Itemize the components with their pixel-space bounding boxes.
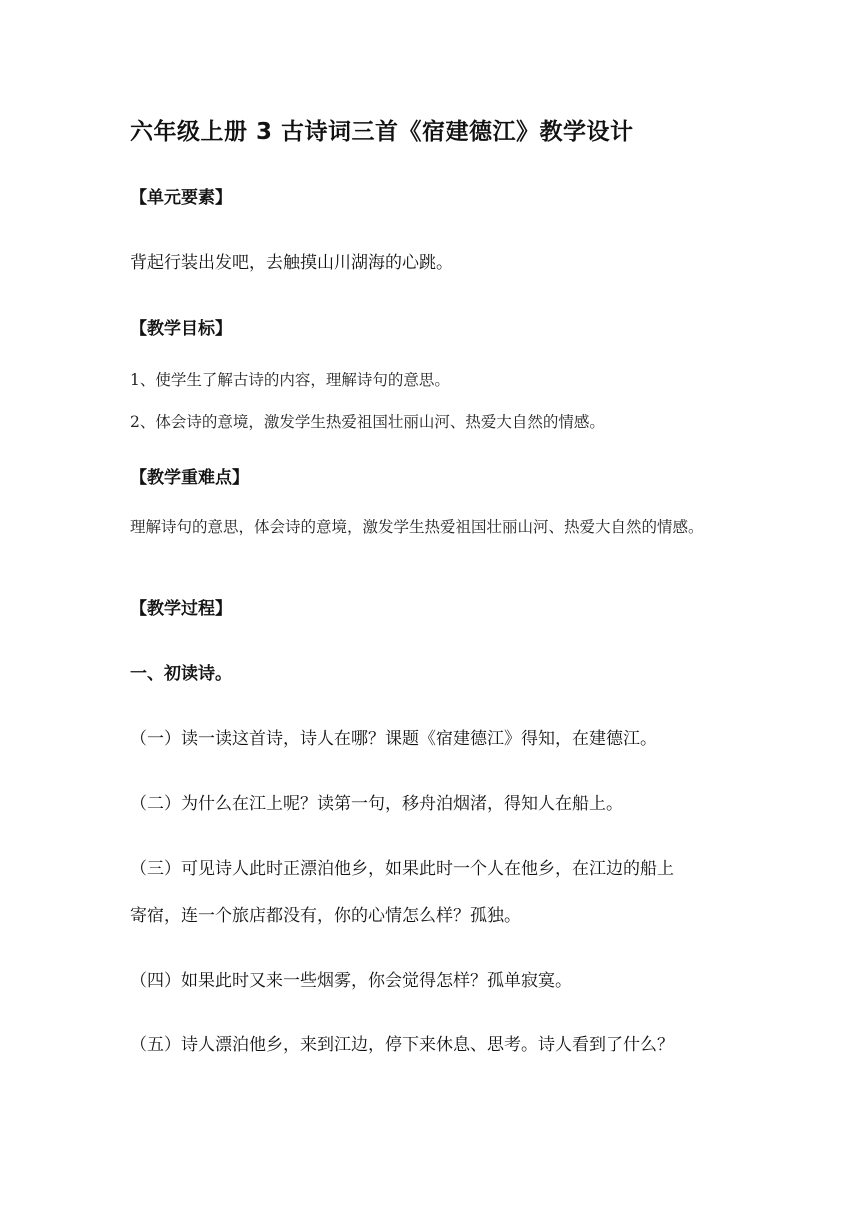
document-title: 六年级上册 3 古诗词三首《宿建德江》教学设计 — [130, 119, 634, 145]
process-item: （二）为什么在江上呢？读第一句，移舟泊烟渚，得知人在船上。 — [130, 794, 623, 814]
process-item: （四）如果此时又来一些烟雾，你会觉得怎样？孤单寂寞。 — [130, 971, 572, 991]
teaching-goals-heading: 【教学目标】 — [130, 319, 232, 339]
teaching-process-heading: 【教学过程】 — [130, 599, 232, 619]
key-difficulties-text: 理解诗句的意思，体会诗的意境，激发学生热爱祖国壮丽山河、热爱大自然的情感。 — [130, 518, 704, 536]
process-item-continued: 寄宿，连一个旅店都没有，你的心情怎么样？孤独。 — [130, 906, 521, 926]
process-item: （三）可见诗人此时正漂泊他乡，如果此时一个人在他乡，在江边的船上 — [130, 859, 674, 879]
process-item: （五）诗人漂泊他乡，来到江边，停下来休息、思考。诗人看到了什么？ — [130, 1035, 674, 1055]
key-difficulties-heading: 【教学重难点】 — [130, 468, 249, 488]
teaching-goal-item: 1、使学生了解古诗的内容，理解诗句的意思。 — [130, 371, 450, 389]
step-one-heading: 一、初读诗。 — [130, 664, 232, 684]
process-item: （一）读一读这首诗，诗人在哪？课题《宿建德江》得知，在建德江。 — [130, 729, 657, 749]
teaching-goal-item: 2、体会诗的意境，激发学生热爱祖国壮丽山河、热爱大自然的情感。 — [130, 413, 605, 431]
unit-elements-text: 背起行装出发吧，去触摸山川湖海的心跳。 — [130, 253, 453, 273]
unit-elements-heading: 【单元要素】 — [130, 188, 232, 208]
